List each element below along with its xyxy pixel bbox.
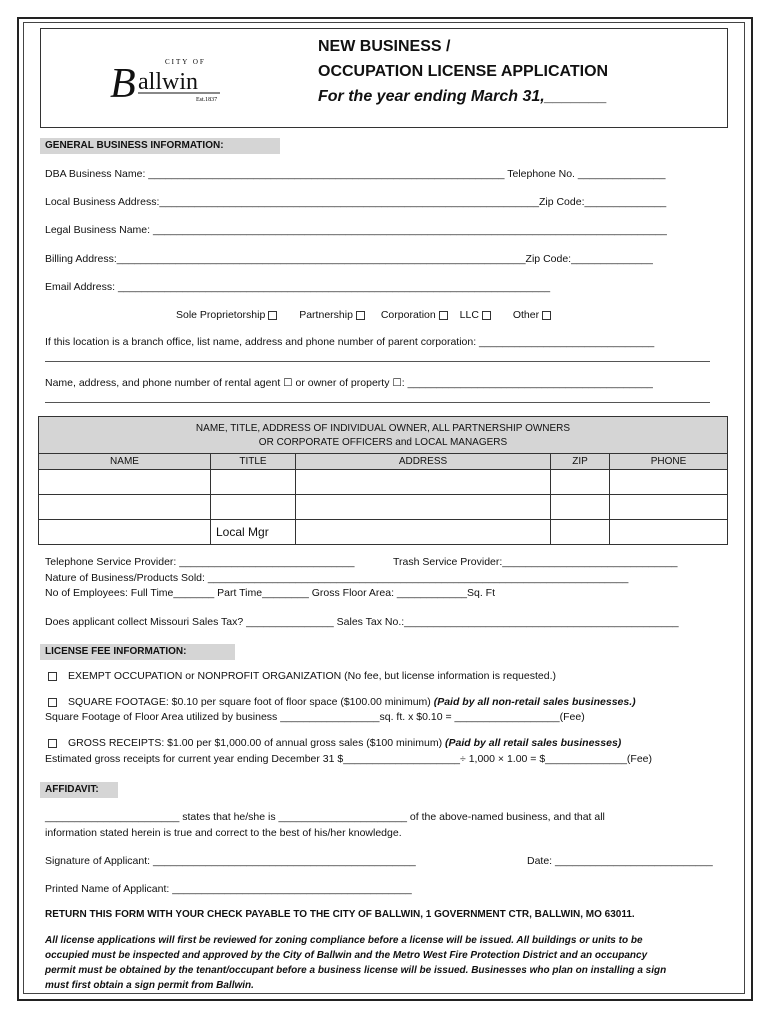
dba-name-field[interactable]: DBA Business Name: _____________________________________________________________ Telephone No. _______________ [45, 168, 666, 180]
cell[interactable] [296, 470, 551, 495]
printed-name-field[interactable]: Printed Name of Applicant: _________________________________________ [45, 883, 412, 895]
return-instructions: RETURN THIS FORM WITH YOUR CHECK PAYABLE TO THE CITY OF BALLWIN, 1 GOVERNMENT CTR, BALLWIN, MO 63011. [45, 909, 635, 920]
cell[interactable] [610, 495, 728, 520]
col-title: TITLE [211, 454, 296, 470]
checkbox [48, 672, 57, 681]
col-zip: ZIP [551, 454, 610, 470]
notice-line4: must first obtain a sign permit from Ballwin. [45, 980, 254, 991]
square-footage-option[interactable]: SQUARE FOOTAGE: $0.10 per square foot of floor space ($100.00 minimum) (Paid by all non-retail sales businesses.) [45, 696, 636, 708]
logo-city-of: CITY OF [165, 58, 206, 66]
affidavit-statement-line1[interactable]: _______________________ states that he/she is ______________________ of the above-named business, and that all [45, 811, 605, 823]
general-info-heading: GENERAL BUSINESS INFORMATION: [40, 138, 280, 154]
employees-field[interactable]: No of Employees: Full Time_______ Part Time________ Gross Floor Area: ____________Sq. Ft [45, 587, 496, 599]
option-corporation[interactable]: Corporation [381, 309, 451, 321]
gross-receipts-option[interactable]: GROSS RECEIPTS: $1.00 per $1,000.00 of annual gross sales ($100 minimum) (Paid by all retail sales businesses) [45, 737, 621, 749]
sales-tax-field[interactable]: Does applicant collect Missouri Sales Tax? _______________ Sales Tax No.:_______________________________________________ [45, 616, 679, 628]
table-row [39, 470, 728, 495]
affidavit-heading: AFFIDAVIT: [40, 782, 118, 798]
owners-table [38, 416, 728, 545]
nature-of-business-field[interactable]: Nature of Business/Products Sold: ________________________________________________________________________ [45, 572, 629, 584]
affidavit-statement-line2: information stated herein is true and correct to the best of his/her knowledge. [45, 827, 402, 839]
checkbox [268, 311, 277, 320]
square-footage-calc[interactable]: Square Footage of Floor Area utilized by business _________________sq. ft. x $0.10 = __________________(Fee) [45, 711, 585, 723]
telephone-provider-field[interactable]: Telephone Service Provider: ______________________________ [45, 556, 355, 568]
rental-agent-field[interactable]: Name, address, and phone number of rental agent ☐ or owner of property ☐: __________________________________________ [45, 377, 653, 389]
checkbox [48, 739, 57, 748]
table-row [39, 495, 728, 520]
license-fee-heading: LICENSE FEE INFORMATION: [40, 644, 235, 660]
notice-line3: permit must be obtained by the tenant/occupant before a business license will be issued. Businesses who plan on installing a sign [45, 965, 667, 976]
cell[interactable] [39, 470, 211, 495]
form-title-line2: OCCUPATION LICENSE APPLICATION [318, 63, 609, 80]
checkbox [439, 311, 448, 320]
gross-receipts-calc[interactable]: Estimated gross receipts for current year ending December 31 $____________________÷ 1,000 × 1.00 = $______________(Fee) [45, 753, 653, 765]
cell[interactable] [296, 495, 551, 520]
date-field[interactable]: Date: ___________________________ [527, 855, 713, 867]
branch-continuation-line[interactable] [45, 361, 710, 362]
branch-office-field[interactable]: If this location is a branch office, list name, address and phone number of parent corporation: ______________________________ [45, 336, 655, 348]
notice-line1: All license applications will first be reviewed for zoning compliance before a license will be issued. All buildings or units to be [45, 935, 643, 946]
option-other[interactable]: Other [513, 309, 554, 321]
signature-field[interactable]: Signature of Applicant: _____________________________________________ [45, 855, 416, 867]
cell[interactable] [551, 495, 610, 520]
checkbox [542, 311, 551, 320]
form-title-line1: NEW BUSINESS / [318, 38, 451, 55]
cell[interactable] [610, 520, 728, 545]
local-address-field[interactable]: Local Business Address:_________________________________________________________________Zip Code:______________ [45, 196, 667, 208]
checkbox [48, 698, 57, 707]
rental-continuation-line[interactable] [45, 402, 710, 403]
col-address: ADDRESS [296, 454, 551, 470]
billing-address-field[interactable]: Billing Address:______________________________________________________________________Zip Code:______________ [45, 253, 653, 265]
cell[interactable] [296, 520, 551, 545]
table-row [39, 520, 728, 545]
option-partnership[interactable]: Partnership [299, 309, 368, 321]
cell[interactable] [211, 470, 296, 495]
cell[interactable] [551, 520, 610, 545]
business-type-options [176, 309, 554, 321]
svg-text:B: B [110, 61, 136, 103]
option-sole-proprietorship[interactable]: Sole Proprietorship [176, 309, 280, 321]
checkbox [482, 311, 491, 320]
email-field[interactable]: Email Address: __________________________________________________________________________ [45, 281, 551, 293]
form-title-year: For the year ending March 31,_______ [318, 88, 608, 105]
logo-est: Est.1837 [196, 97, 218, 103]
owners-table-caption: NAME, TITLE, ADDRESS OF INDIVIDUAL OWNER, ALL PARTNERSHIP OWNERS OR CORPORATE OFFICERS and LOCAL MANAGERS [39, 417, 728, 454]
cell[interactable] [39, 520, 211, 545]
notice-line2: occupied must be inspected and approved by the City of Ballwin and the Metro West Fire Protection District and an occupancy [45, 950, 648, 961]
exempt-option[interactable]: EXEMPT OCCUPATION or NONPROFIT ORGANIZATION (No fee, but license information is requested.) [45, 670, 556, 682]
ballwin-logo [110, 55, 225, 103]
col-name: NAME [39, 454, 211, 470]
svg-text:allwin: allwin [138, 69, 198, 95]
cell[interactable] [211, 495, 296, 520]
col-phone: PHONE [610, 454, 728, 470]
checkbox [356, 311, 365, 320]
cell[interactable] [551, 470, 610, 495]
cell[interactable] [39, 495, 211, 520]
trash-provider-field[interactable]: Trash Service Provider:______________________________ [393, 556, 678, 568]
cell[interactable] [610, 470, 728, 495]
legal-name-field[interactable]: Legal Business Name: ________________________________________________________________________________________ [45, 224, 667, 236]
option-llc[interactable]: LLC [460, 309, 494, 321]
local-mgr-cell: Local Mgr [211, 520, 296, 545]
